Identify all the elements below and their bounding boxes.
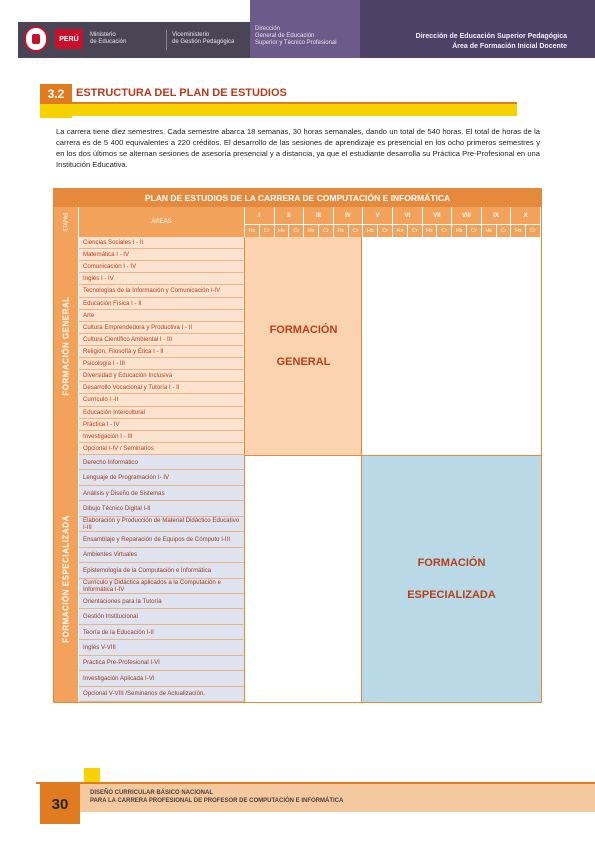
section-number: 3.2 [40, 84, 72, 104]
cr-column-header: Cr [378, 225, 393, 237]
area-row: Derecho Informático [79, 455, 245, 470]
semester-header: II [275, 207, 305, 225]
table-header-row [54, 207, 541, 237]
area-row: Teoría de la Educación I-II [79, 625, 245, 640]
hs-column-header: Hs [511, 225, 526, 237]
semester-header: VI [393, 207, 423, 225]
area-row: Orientaciones para la Tutoría [79, 594, 245, 609]
area-row: Opcional V-VIII /Seminarios de Actualización. [79, 687, 245, 702]
hs-column-header: Hs [334, 225, 349, 237]
area-row: Investigación I - III [79, 431, 245, 443]
peru-logo: PERÚ [55, 29, 83, 49]
direccion-label: Dirección General de Educación Superior y Técnico Profesional [255, 26, 337, 46]
footer-accent-square [84, 768, 100, 782]
area-row: Psicología I - III [79, 358, 245, 370]
cr-column-header: Cr [437, 225, 452, 237]
table-title: PLAN DE ESTUDIOS DE LA CARRERA DE COMPUTACIÓN E INFORMÁTICA [54, 189, 541, 207]
area-row: Ciencias Sociales I - II [79, 237, 245, 249]
area-row: Ambientes Virtuales [79, 548, 245, 563]
area-row: Comunicación I - IV [79, 261, 245, 273]
plan-de-estudios-table [53, 188, 542, 703]
area-row: Matemática I - IV [79, 249, 245, 261]
header-right-title: Dirección de Educación Superior Pedagógica Área de Formación Inicial Docente [415, 33, 567, 50]
hs-column-header: Hs [452, 225, 467, 237]
semester-header: VII [423, 207, 453, 225]
area-row: Práctica I - IV [79, 419, 245, 431]
area-row: Currículo I -II [79, 394, 245, 406]
area-row: Opcional I-IV / Seminarios [79, 443, 245, 455]
general-empty-cell [362, 237, 541, 455]
general-block-label: FORMACIÓN GENERAL [269, 324, 338, 368]
area-row: Análisis y Diseño de Sistemas [79, 486, 245, 501]
section-number-accent [40, 104, 72, 118]
cr-column-header: Cr [526, 225, 541, 237]
especializada-empty-cell [245, 455, 362, 702]
cr-column-header: Cr [319, 225, 334, 237]
hs-column-header: Hs [423, 225, 438, 237]
semester-header: I [245, 207, 275, 225]
cr-column-header: Cr [497, 225, 512, 237]
viceministerio-label: Viceministerio de Gestión Pedagógica [172, 32, 235, 45]
page-header [0, 0, 595, 62]
area-row: Cultura Emprendedora y Productiva I - II [79, 322, 245, 334]
cr-column-header: Cr [467, 225, 482, 237]
hs-column-header: Hs [393, 225, 408, 237]
hs-column-header: Hs [304, 225, 319, 237]
area-row: Epistemología de la Computación e Informática [79, 563, 245, 578]
section-title-rule [72, 102, 517, 104]
hs-column-header: Hs [275, 225, 290, 237]
cr-column-header: Cr [408, 225, 423, 237]
hs-column-header: Hs [482, 225, 497, 237]
section-title-underline [72, 104, 517, 116]
area-row: Ensamblaje y Reparación de Equipos de Cómputo I-III [79, 532, 245, 547]
area-row: Inglés V-VIII [79, 640, 245, 655]
cr-column-header: Cr [260, 225, 275, 237]
area-row: Educación Intercultural [79, 407, 245, 419]
etapa-formacion-especializada: FORMACIÓN ESPECIALIZADA [54, 455, 79, 702]
area-row: Tecnologías de la Información y Comunicación I-IV [79, 285, 245, 297]
semester-header: X [511, 207, 541, 225]
cr-column-header: Cr [289, 225, 304, 237]
cr-column-header: Cr [349, 225, 364, 237]
hs-column-header: Hs [363, 225, 378, 237]
area-row: Elaboración y Producción de Material Didáctico Educativo I-III [79, 517, 245, 532]
header-separator [166, 30, 167, 50]
area-row: Gestión Institucional [79, 609, 245, 624]
area-row: Desarrollo Vocacional y Tutoría I - II [79, 382, 245, 394]
etapa-formacion-general: FORMACIÓN GENERAL [54, 237, 79, 455]
areas-header: ÁREAS [79, 207, 245, 237]
intro-paragraph: La carrera tiene diez semestres. Cada semestre abarca 18 semanas, 30 horas semanales, dando un total de 540 horas. El total de horas de la carrera es de 5 400 equivalentes a 220 créditos. El desarrollo de las sesiones de aprendizaje es presencial en los ocho primeros semestres y en los dos últimos se alternan sesiones de asesoría presencial y a distancia, ya que el estudiante desarrolla su Práctica Pre-Profesional en una Institución Educativa. [56, 127, 540, 169]
area-row: Currículo y Didáctica aplicados a la Computación e Informática I-IV [79, 579, 245, 594]
especializada-block-label: FORMACIÓN ESPECIALIZADA [407, 556, 496, 601]
semester-header: III [304, 207, 334, 225]
area-row: Educación Física I - II [79, 298, 245, 310]
semester-header: IV [334, 207, 364, 225]
section-title: ESTRUCTURA DEL PLAN DE ESTUDIOS [76, 87, 287, 99]
area-row: Diversidad y Educación Inclusiva [79, 370, 245, 382]
area-row: Inglés I - IV [79, 273, 245, 285]
page-number: 30 [40, 784, 80, 824]
area-row: Arte [79, 310, 245, 322]
area-row: Práctica Pre-Profesional I-VI [79, 656, 245, 671]
area-row: Investigación Aplicada I-VI [79, 671, 245, 686]
etapas-header: ETAPAS [54, 207, 79, 237]
semester-header: VIII [452, 207, 482, 225]
area-row: Religión, Filosofía y Ética I - II [79, 346, 245, 358]
ministerio-label: Ministerio de Educación [90, 32, 127, 45]
semester-header: V [363, 207, 393, 225]
area-row: Dibujo Técnico Digital I-II [79, 501, 245, 516]
semester-header: IX [482, 207, 512, 225]
area-row: Cultura Científico Ambiental I - III [79, 334, 245, 346]
hs-column-header: Hs [245, 225, 260, 237]
footer-text: DISEÑO CURRICULAR BÁSICO NACIONAL PARA LA CARRERA PROFESIONAL DE PROFESOR DE COMPUTACIÓN E INFORMÁTICA [90, 790, 344, 804]
area-row: Lenguaje de Programación I- IV [79, 470, 245, 485]
coat-of-arms-icon [24, 26, 48, 52]
